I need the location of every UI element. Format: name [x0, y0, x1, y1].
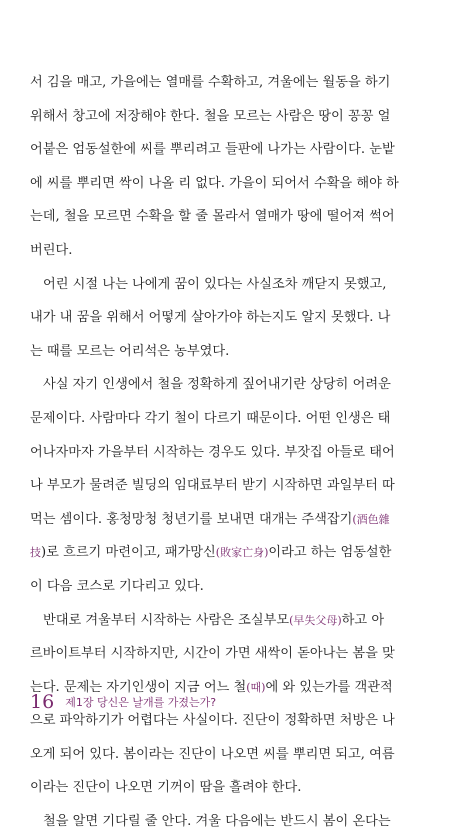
text-segment: 으로 파악하기가 어렵다는 사실이다. 진단이 정확하면 처방은 나 — [30, 713, 395, 729]
text-segment: 위해서 창고에 저장해야 한다. 철을 모르는 사람은 땅이 꽁꽁 얼 — [30, 108, 391, 124]
text-line — [30, 167, 442, 201]
text-segment: 문제이다. 사람마다 각기 철이 다르기 때문이다. 어떤 인생은 태 — [30, 410, 391, 426]
text-line — [30, 570, 442, 604]
text-segment: 하고 아 — [341, 612, 385, 628]
text-segment: 에 와 있는가를 객관적 — [265, 679, 393, 695]
text-segment: 에 씨를 뿌리면 싹이 나올 리 없다. 가을이 되어서 수확을 해야 하 — [30, 175, 399, 191]
text-segment: 오게 되어 있다. 봄이라는 진단이 나오면 씨를 뿌리면 되고, 여름 — [30, 746, 395, 762]
page-footer — [30, 691, 216, 713]
text-segment: 어붙은 엄동설한에 씨를 뿌리려고 들판에 나가는 사람이다. 눈밭 — [30, 142, 395, 158]
text-segment: 철을 알면 기다릴 줄 안다. 겨울 다음에는 반드시 봄이 온다는 — [43, 814, 391, 830]
text-line — [30, 66, 442, 100]
text-line — [30, 301, 442, 335]
text-segment: )로 흐르기 마련이고, 패가망신 — [41, 545, 216, 561]
text-line — [30, 100, 442, 134]
hanja-annotation: (早失父母) — [289, 613, 342, 627]
text-segment: 이라고 하는 엄동설한 — [268, 545, 392, 561]
hanja-annotation: (때) — [246, 680, 266, 694]
text-line — [30, 368, 442, 402]
text-segment: 버린다. — [30, 242, 73, 258]
hanja-annotation: 技 — [30, 546, 41, 560]
text-line — [30, 503, 442, 537]
hanja-annotation: (敗家亡身) — [215, 546, 269, 560]
text-line — [30, 738, 442, 772]
text-line — [30, 133, 442, 167]
text-line — [30, 234, 442, 268]
text-segment: 먹는 셈이다. 홍청망청 청년기를 보내면 대개는 주색잡기 — [30, 511, 353, 527]
text-segment: 는데, 철을 모르면 수확을 할 줄 몰라서 열매가 땅에 떨어져 썩어 — [30, 209, 395, 225]
text-line — [30, 200, 442, 234]
text-line — [30, 335, 442, 369]
text-line — [30, 536, 442, 570]
text-segment: 는 때를 모르는 어리석은 농부였다. — [30, 343, 230, 359]
text-segment: 내가 내 꿈을 위해서 어떻게 살아가야 하는지도 알지 못했다. 나 — [30, 310, 391, 326]
text-segment: 이 다음 코스로 기다리고 있다. — [30, 578, 204, 594]
text-line — [30, 805, 442, 839]
body-text — [30, 66, 442, 839]
text-segment: 사실 자기 인생에서 철을 정확하게 짚어내기란 상당히 어려운 — [43, 377, 391, 393]
text-line — [30, 436, 442, 470]
text-segment: 반대로 겨울부터 시작하는 사람은 조실부모 — [43, 612, 290, 628]
text-segment: 르바이트부터 시작하지만, 시간이 가면 새싹이 돋아나는 봄을 맞 — [30, 646, 395, 662]
text-segment: 어린 시절 나는 나에게 꿈이 있다는 사실조차 깨닫지 못했고, — [43, 276, 387, 292]
text-segment: 이라는 진단이 나오면 기꺼이 땀을 흘려야 한다. — [30, 780, 302, 796]
text-segment: 어나자마자 가을부터 시작하는 경우도 있다. 부잣집 아들로 태어 — [30, 444, 395, 460]
text-segment: 서 김을 매고, 가을에는 열매를 수확하고, 겨울에는 월동을 하기 — [30, 75, 391, 90]
text-line — [30, 268, 442, 302]
text-line — [30, 469, 442, 503]
text-line — [30, 771, 442, 805]
text-segment: 나 부모가 물려준 빌딩의 임대료부터 받기 시작하면 과일부터 따 — [30, 478, 395, 494]
hanja-annotation: (酒色雜 — [352, 512, 390, 526]
text-segment: 는다. 문제는 자기인생이 지금 어느 철 — [30, 679, 247, 695]
text-line — [30, 637, 442, 671]
text-line — [30, 604, 442, 638]
page-number: 16 — [30, 691, 55, 713]
chapter-title: 제1장 당신은 날개를 가졌는가? — [65, 696, 217, 709]
text-line — [30, 402, 442, 436]
